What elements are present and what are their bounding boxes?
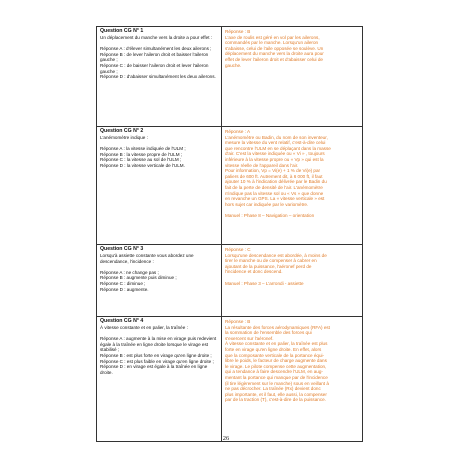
- answer-cell: [222, 245, 363, 317]
- answer-option: Réponse C : est plus faible en virage qu'en ligne droite ;: [100, 358, 214, 364]
- answer-explanation-line: forte en virage qu'en ligne droite. En effet, alors: [225, 346, 322, 352]
- question-cell: [97, 27, 222, 127]
- question-title: Question CG N° 2: [100, 128, 144, 134]
- answer-option: Réponse D : en virage est égale à la traînée en ligne droite.: [100, 364, 208, 375]
- question-text: Un déplacement du manche vers la droite a pour effet :: [100, 35, 213, 41]
- answer-explanation-line: Pour information, Vp = Vi(e) + 1 % de Vi(e) par: [225, 168, 321, 174]
- answer-explanation-line: inférieure à la vitesse propre ou « Vp » qui est la: [225, 156, 324, 162]
- answer-explanation-line: ajouter 10 % à l'indication délivrée par le Badin du: [225, 179, 327, 185]
- answer-option: Réponse D : augmente.: [100, 286, 149, 292]
- answer-explanation-line: effet de lever l'aileron droit et d'abaisser celui de: [225, 56, 323, 62]
- manual-reference: Manuel : Phase 3 – L'arrondi - assiette: [225, 280, 304, 286]
- answer-title: Réponse : A: [225, 129, 251, 134]
- question-row: [97, 127, 363, 245]
- answer-explanation-line: le virage. Le pilote compense cette augmentation,: [225, 363, 327, 369]
- answer-explanation-line: en revanche un GPS. La « vitesse verticale » est: [225, 196, 325, 202]
- answer-option: Réponse A : la vitesse indiquée de l'ULM ;: [100, 146, 186, 152]
- page-number: 26: [222, 435, 230, 442]
- question-row: [97, 245, 363, 317]
- qa-table: [96, 26, 363, 442]
- answer-option: Réponse B : est plus forte en virage qu'en ligne droite ;: [100, 353, 212, 359]
- answer-explanation-line: L'axe de roulis est géré en vol par les ailerons,: [225, 34, 320, 40]
- answer-explanation-line: la sommation de l'ensemble des forces qui: [225, 330, 312, 336]
- manual-reference: Manuel : Phase 8 – Navigation – orientation: [225, 212, 315, 218]
- answer-cell: [222, 317, 363, 442]
- answer-option: Réponse B : la vitesse propre de l'ULM ;: [100, 151, 183, 157]
- answer-option: Réponse C : diminue ;: [100, 281, 146, 287]
- answer-explanation-line: L'anémomètre ou Badin, du nom de son inventeur,: [225, 134, 328, 140]
- answer-explanation-line: commandés par le manche. Lorsqu'un aileron: [225, 40, 319, 46]
- question-title: Question CG N° 4: [100, 318, 144, 324]
- answer-option: Réponse C : de baisser l'aileron droit et lever l'aileron gauche ;: [100, 63, 209, 74]
- answer-option: Réponse B : augmente puis diminue ;: [100, 275, 177, 281]
- question-row: [97, 317, 363, 442]
- answer-explanation-line: (il tire légèrement sur le manche) sous en veillant à: [225, 380, 329, 386]
- answer-explanation-line: déplacement du manche vers la droite aura pour: [225, 51, 324, 57]
- answer-title: Réponse : B: [225, 29, 251, 34]
- answer-explanation-line: mentant la portance qui manque par de l'incidence: [225, 374, 328, 380]
- answer-option: Réponse A : d'élever simultanément les deux ailerons ;: [100, 46, 212, 52]
- question-title: Question CG N° 1: [100, 28, 144, 34]
- answer-explanation-line: par de la traction (T), c'est-à-dire de la puissance.: [225, 397, 326, 403]
- answer-explanation-line: que la composante verticale de la portance équi-: [225, 352, 325, 358]
- answer-explanation-line: paliers de 600 ft. Autrement dit, à 6 000 ft, il faut: [225, 173, 323, 179]
- answer-explanation-line: qui a tendance à faire descendre l'ULM, en aug-: [225, 369, 323, 375]
- question-cell: [97, 127, 222, 245]
- answer-explanation-line: vitesse réelle de l'appareil dans l'air.: [225, 162, 299, 168]
- answer-explanation-line: hors sujet car indiquée par le variomètre.: [225, 201, 309, 207]
- answer-option: Réponse C : la vitesse au sol de l'ULM ;: [100, 157, 182, 163]
- answer-explanation-line: d'air. C'est la vitesse indiquée ou « Vi » , toujours: [225, 151, 325, 157]
- answer-explanation-line: tirer le manche ou de compenser à cabrer en: [225, 258, 317, 264]
- question-cell: [97, 245, 222, 317]
- question-text: À vitesse constante et en palier, la traînée :: [100, 325, 188, 331]
- answer-explanation-line: plus importante, et il faut, elle aussi, la compenser: [225, 391, 327, 397]
- answer-explanation-line: ajoutant de la puissance, l'aéronef perd de: [225, 263, 312, 269]
- answer-explanation-line: n'indique pas la vitesse sol ou « Vs » que donne: [225, 190, 324, 196]
- answer-cell: [222, 27, 363, 127]
- answer-explanation-line: s'abaisse, celui de l'aile opposée se soulève. Un: [225, 45, 324, 51]
- answer-option: Réponse B : de lever l'aileron droit et baisser l'aileron gauche ;: [100, 51, 209, 63]
- answer-explanation-line: l'incidence et donc descend.: [225, 269, 283, 275]
- question-text: Lorsqu'à assiette constante vous abordez une descendance, l'incidence :: [100, 253, 194, 264]
- answer-explanation-line: fait de la perte de densité de l'air. L'anémomètre: [225, 184, 323, 190]
- answer-title: Réponse : B: [225, 319, 251, 324]
- answer-explanation-line: s'exercent sur l'aéronef.: [225, 335, 274, 341]
- answer-explanation-line: Lorsqu'une descendance est abordée, à moins de: [225, 252, 327, 258]
- answer-option: Réponse D : la vitesse verticale de l'ULM.: [100, 163, 185, 169]
- answer-explanation-line: La résultante des forces aérodynamiques (RFA) est: [225, 324, 330, 330]
- question-title: Question CG N° 3: [100, 246, 144, 252]
- question-cell: [97, 317, 222, 442]
- qa-page: [96, 26, 356, 442]
- answer-explanation-line: mesure la vitesse du vent relatif, c'est-à-dire celui: [225, 140, 326, 146]
- answer-option: Réponse A : augmente à la mise en virage puis redevient égale à la traînée en ligne droite lorsque le virage est stabilisé ;: [100, 336, 217, 353]
- answer-cell: [222, 127, 363, 245]
- answer-title: Réponse : C: [225, 247, 251, 252]
- question-text: L'anémomètre indique :: [100, 135, 148, 141]
- answer-explanation-line: À vitesse constante et en palier, la traînée est plus: [225, 341, 328, 347]
- answer-explanation-line: que rencontre l'ULM en se déplaçant dans la masse: [225, 145, 331, 151]
- answer-explanation-line: gauche.: [225, 62, 242, 68]
- answer-option: Réponse A : ne change pas ;: [100, 269, 159, 275]
- answer-explanation-line: libre le poids, le facteur de charge augmente dans: [225, 358, 327, 364]
- answer-explanation-line: ne pas décrocher. La traînée (Rx) devient donc: [225, 386, 321, 392]
- question-row: [97, 27, 363, 127]
- answer-option: Réponse D : d'abaisser simultanément les deux ailerons.: [100, 74, 216, 80]
